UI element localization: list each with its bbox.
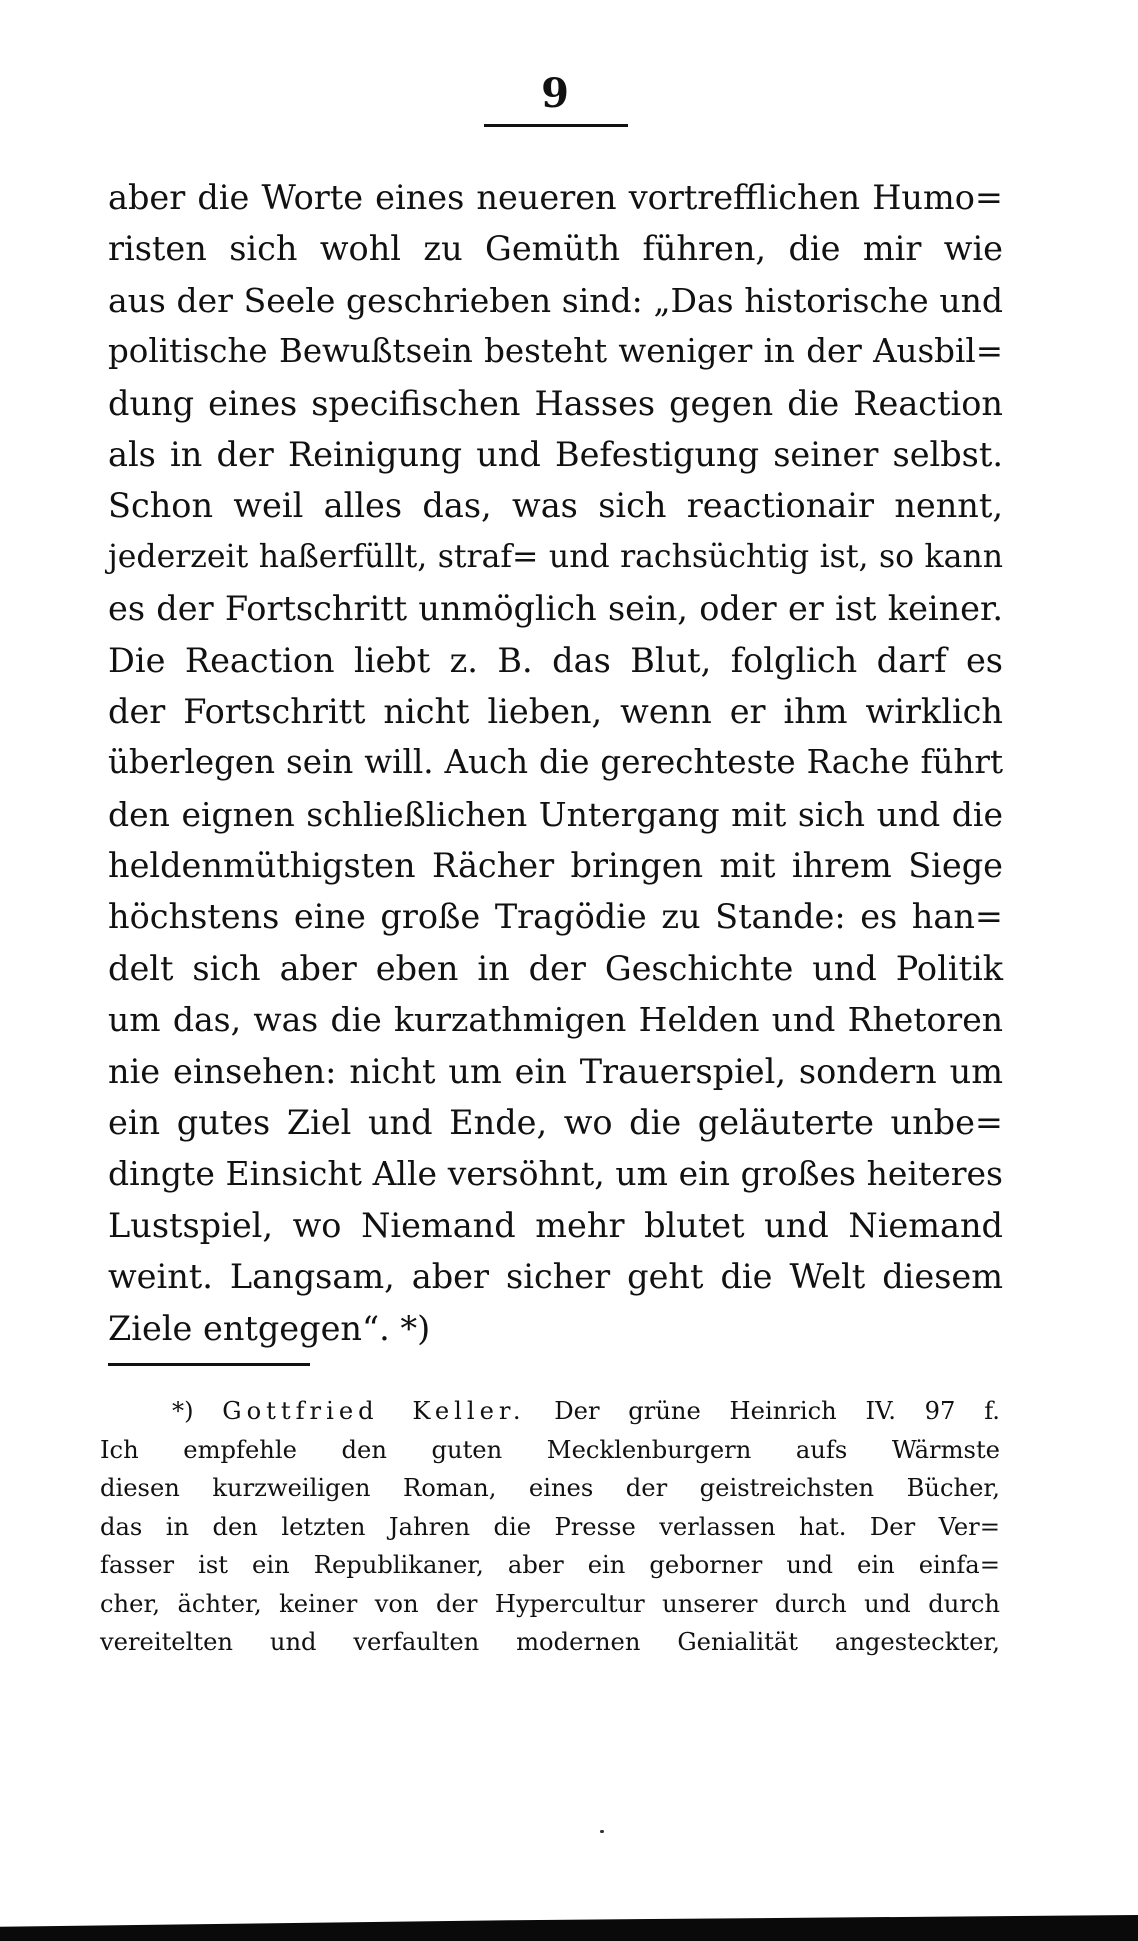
body-line: politische Bewußtsein besteht weniger in der Ausbil= <box>108 332 1003 371</box>
page-number: 9 <box>541 70 569 117</box>
footnote <box>100 1392 1000 1662</box>
body-line: den eignen schließlichen Untergang mit sich und die <box>108 794 1003 834</box>
ink-speck <box>600 1830 604 1833</box>
body-line: nie einsehen: nicht um ein Trauerspiel, sondern um <box>108 1051 1003 1091</box>
body-line: jederzeit haßerfüllt, straf= und rachsüchtig ist, so kann <box>108 538 1003 575</box>
body-line: aber die Worte eines neueren vortrefflichen Humo= <box>108 178 1003 217</box>
page-number-rule <box>484 124 628 127</box>
body-line: Die Reaction liebt z. B. das Blut, folglich darf es <box>108 640 1003 680</box>
body-line: Ziele entgegen“. *) <box>108 1308 431 1348</box>
footnote-line: cher, ächter, keiner von der Hypercultur unserer durch und durch <box>100 1589 1000 1618</box>
footnote-rule <box>108 1363 310 1366</box>
page-bottom-edge <box>0 1915 1138 1941</box>
body-line: als in der Reinigung und Befestigung seiner selbst. <box>108 434 1003 474</box>
body-line: der Fortschritt nicht lieben, wenn er ihm wirklich <box>108 691 1003 731</box>
body-line: ein gutes Ziel und Ende, wo die geläuterte unbe= <box>108 1103 1003 1143</box>
body-line: überlegen sein will. Auch die gerechteste Rache führt <box>108 743 1003 782</box>
body-text <box>108 172 1003 1354</box>
body-line: heldenmüthigsten Rächer bringen mit ihrem Siege <box>108 846 1003 886</box>
body-line: es der Fortschritt unmöglich sein, oder er ist keiner. <box>108 589 1003 629</box>
footnote-author: Gottfried Keller. <box>222 1397 526 1425</box>
footnote-line: das in den letzten Jahren die Presse verlassen hat. Der Ver= <box>100 1512 1000 1541</box>
footnote-marker: *) <box>172 1397 194 1425</box>
body-line: aus der Seele geschrieben sind: „Das historische und <box>108 280 1003 320</box>
footnote-line: fasser ist ein Republikaner, aber ein geborner und ein einfa= <box>100 1551 1000 1579</box>
body-line: delt sich aber eben in der Geschichte und Politik <box>108 948 1003 988</box>
body-line: Lustspiel, wo Niemand mehr blutet und Niemand <box>108 1205 1003 1245</box>
footnote-line: diesen kurzweiligen Roman, eines der geistreichsten Bücher, <box>100 1474 1000 1502</box>
body-line: weint. Langsam, aber sicher geht die Welt diesem <box>108 1257 1003 1297</box>
footnote-source: Der grüne Heinrich IV. 97 f. <box>554 1397 1000 1425</box>
footnote-first-line <box>100 1392 1000 1431</box>
body-line: Schon weil alles das, was sich reactionair nennt, <box>108 486 1003 526</box>
body-line: dingte Einsicht Alle versöhnt, um ein großes heiteres <box>108 1154 1003 1194</box>
body-line: höchstens eine große Tragödie zu Stande: es han= <box>108 897 1003 937</box>
body-line: um das, was die kurzathmigen Helden und Rhetoren <box>108 1000 1003 1040</box>
footnote-line: vereitelten und verfaulten modernen Genialität angesteckter, <box>100 1628 1000 1656</box>
footnote-line: Ich empfehle den guten Mecklenburgern aufs Wärmste <box>100 1435 1000 1464</box>
body-line: dung eines specifischen Hasses gegen die Reaction <box>108 383 1003 423</box>
body-line: risten sich wohl zu Gemüth führen, die mir wie <box>108 229 1003 269</box>
